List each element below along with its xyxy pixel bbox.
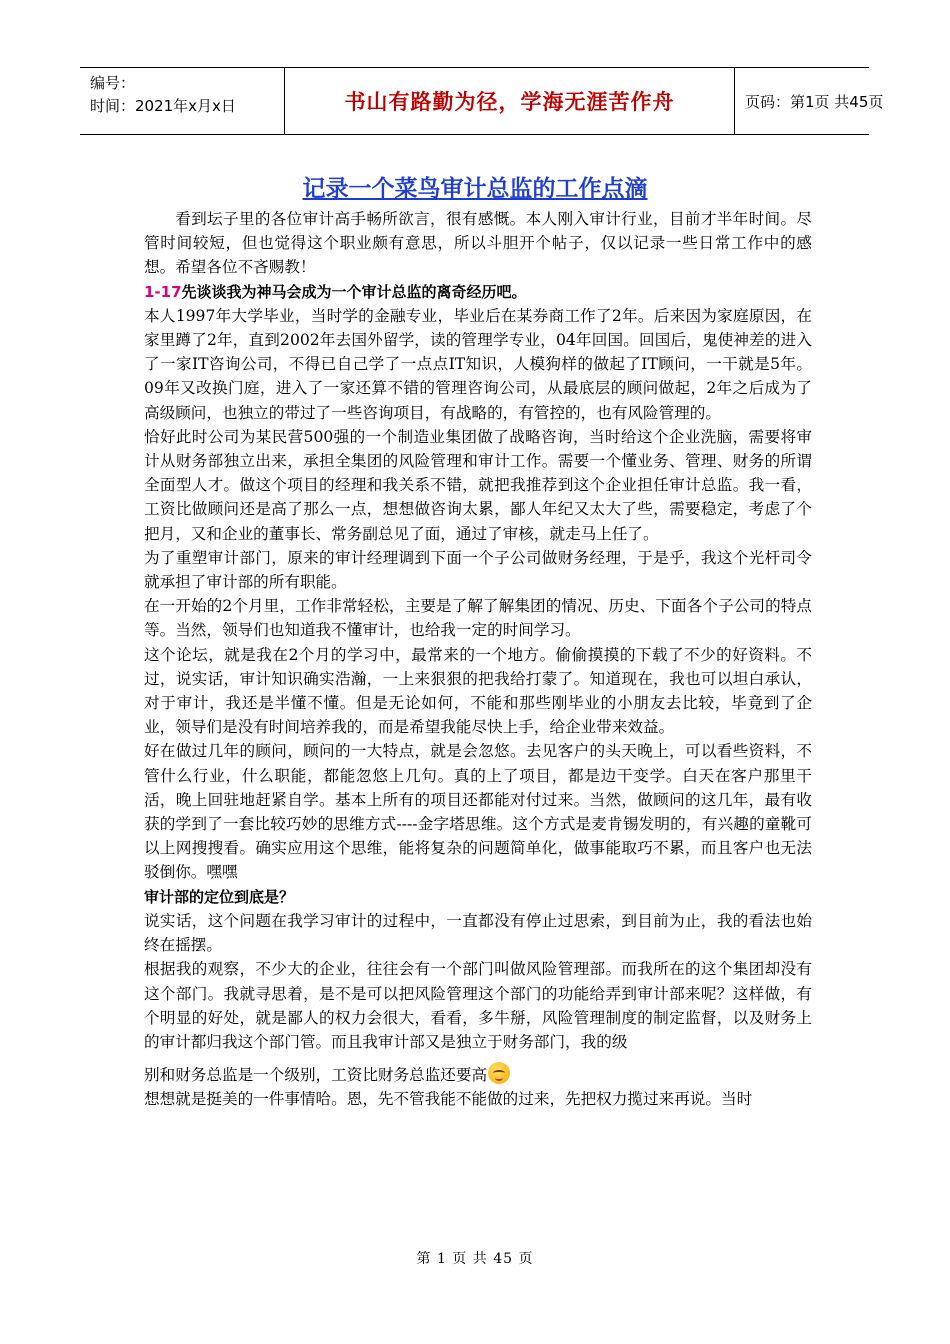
header-left-cell <box>80 68 284 134</box>
body-paragraph: 这个论坛，就是我在2个月的学习中，最常来的一个地方。偷偷摸摸的下载了不少的好资料。不过，说实话，审计知识确实浩瀚，一上来狠狠的把我给打蒙了。知道现在，我也可以坦白承认，对于审计，我还是半懂不懂。但是无论如何，不能和那些刚毕业的小朋友去比较，毕竟到了企业，领导们是没有时间培养我的，而是希望我能尽快上手，给企业带来效益。 <box>144 645 812 737</box>
body-paragraph: 好在做过几年的顾问，顾问的一大特点，就是会忽悠。去见客户的头天晚上，可以看些资料，不管什么行业，什么职能，都能忽悠上几句。真的上了项目，都是边干变学。白天在客户那里干活，晚上回驻地赶紧自学。基本上所有的项目还都能对付过来。当然，做顾问的这几年，最有收获的学到了一套比较巧妙的思维方式----金字塔思维。这个方式是麦肯锡发明的，有兴趣的童靴可以上网搜搜看。确实应用这个思维，能将复杂的问题简单化，做事能取巧不累，而且客户也无法驳倒你。嘿嘿 <box>144 742 812 882</box>
header-table <box>80 67 884 135</box>
intro-paragraph: 看到坛子里的各位审计高手畅所欲言，很有感慨。本人刚入审计行业，目前才半年时间。尽管时间较短，但也觉得这个职业颇有意思，所以斗胆开个帖子，仅以记录一些日常工作中的感想。希望各位不吝赐教！ <box>144 210 812 277</box>
document-title: 记录一个菜鸟审计总监的工作点滴 <box>302 176 648 202</box>
body-paragraph-with-emoji <box>144 1062 812 1087</box>
body-paragraph: 根据我的观察，不少大的企业，往往会有一个部门叫做风险管理部。而我所在的这个集团却没有这个部门。我就寻思着，是不是可以把风险管理这个部门的功能给弄到审计部来呢？这样做，有个明显的好处，就是鄙人的权力会很大，看看，多牛掰，风险管理制度的制定监督，以及财务上的审计都归我这个部门管。而且我审计部又是独立于财务部门，我的级 <box>144 960 812 1051</box>
body-paragraph: 在一开始的2个月里，工作非常轻松，主要是了解了解集团的情况、历史、下面各个子公司的特点等。当然，领导们也知道我不懂审计，也给我一定的时间学习。 <box>144 597 812 640</box>
page-footer: 第 1 页 共 45 页 <box>416 1251 534 1267</box>
body-paragraph: 想想就是挺美的一件事情哈。恩，先不管我能不能做的过来，先把权力揽过来再说。当时 <box>144 1090 753 1109</box>
body-paragraph: 为了重塑审计部门，原来的审计经理调到下面一个子公司做财务经理，于是乎，我这个光杆司令就承担了审计部的所有职能。 <box>144 548 812 592</box>
body-paragraph: 恰好此时公司为某民营500强的一个制造业集团做了战略咨询，当时给这个企业洗脑，需要将审计从财务部独立出来，承担全集团的风险管理和审计工作。需要一个懂业务、管理、财务的所谓全面型人才。做这个项目的经理和我关系不错，就把我推荐到这个企业担任审计总监。我一看，工资比做顾问还是高了那么一点，想想做咨询太累，鄙人年纪又太大了些，需要稳定，考虑了个把月，又和企业的董事长、常务副总见了面，通过了审核，就走马上任了。 <box>144 427 812 543</box>
emoji-line-text: 别和财务总监是一个级别，工资比财务总监还要高 <box>144 1066 488 1085</box>
body-paragraph: 本人1997年大学毕业，当时学的金融专业，毕业后在某券商工作了2年。后来因为家庭原因，在家里蹲了2年，直到2002年去国外留学，读的管理学专业，04年回国。回国后，鬼使神差的进入了一家IT咨询公司，不得已自己学了一点点IT知识，人模狗样的做起了IT顾问，一干就是5年。09年又改换门庭，进入了一家还算不错的管理咨询公司，从最底层的顾问做起，2年之后成为了高级顾问，也独立的带过了一些咨询项目，有战略的，有管控的，也有风险管理的。 <box>144 306 812 422</box>
document-date: 时间：2021年x月x日 <box>90 97 236 115</box>
document-number-label: 编号： <box>90 74 136 92</box>
header-motto-cell <box>284 68 735 134</box>
section-heading-text: 先谈谈我为神马会成为一个审计总监的离奇经历吧。 <box>181 282 527 301</box>
grinning-emoji-icon <box>488 1062 510 1084</box>
document-body <box>144 207 812 1112</box>
section-number: 1-17 <box>144 282 182 301</box>
header-motto: 书山有路勤为径，学海无涯苦作舟 <box>344 90 675 114</box>
section-heading-1 <box>144 280 812 304</box>
body-paragraph: 说实话，这个问题在我学习审计的过程中，一直都没有停止过思索，到目前为止，我的看法也始终在摇摆。 <box>144 911 812 955</box>
header-page-info: 页码：第1页 共45页 <box>745 92 884 111</box>
section-heading-2: 审计部的定位到底是？ <box>144 887 295 906</box>
